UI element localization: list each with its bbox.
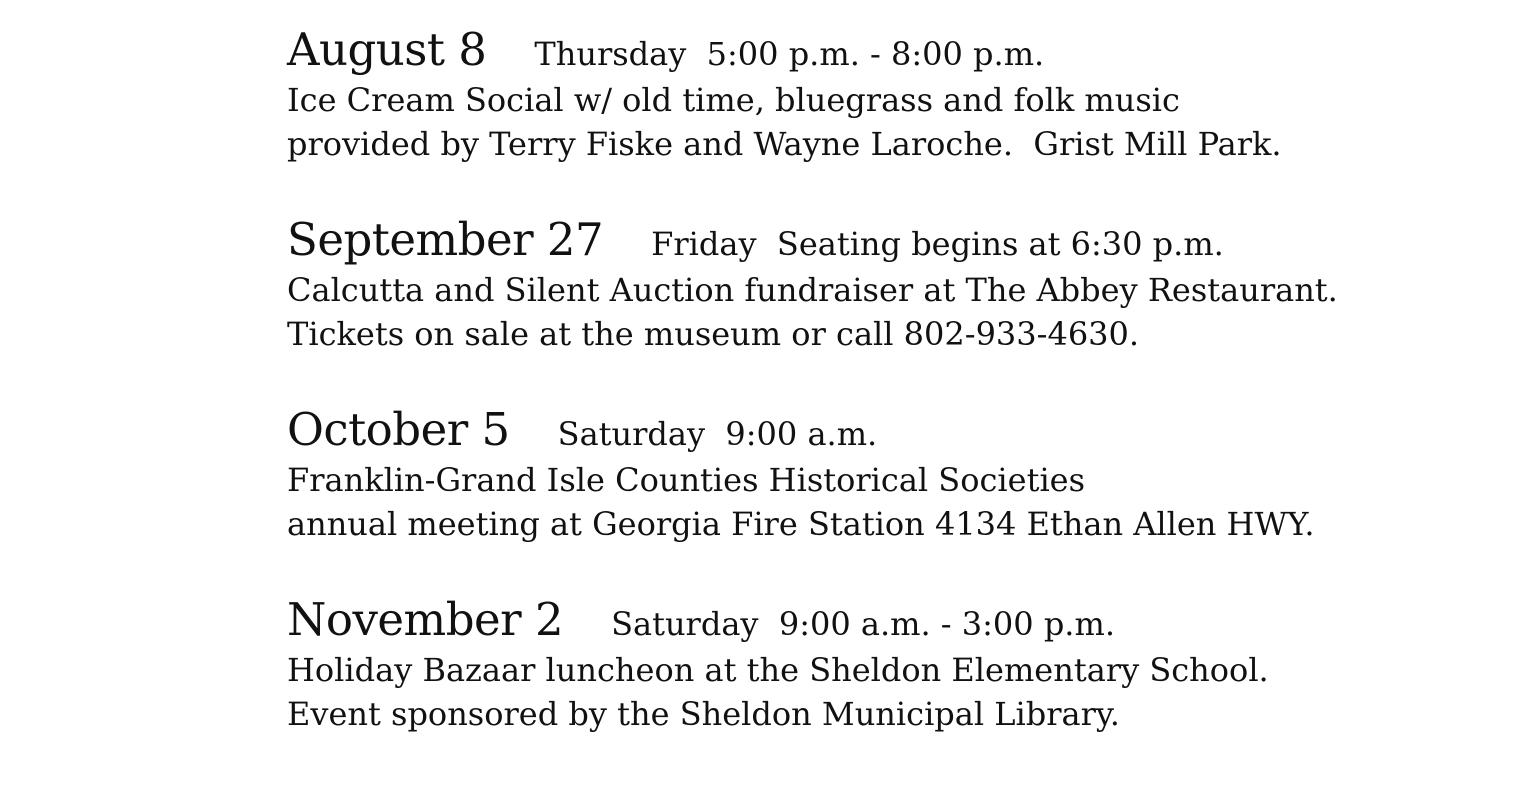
event-time: Thursday 5:00 p.m. - 8:00 p.m. bbox=[534, 35, 1045, 73]
event-description-line: Holiday Bazaar luncheon at the Sheldon Elementary School. bbox=[287, 651, 1269, 689]
event-description-line: annual meeting at Georgia Fire Station 4134 Ethan Allen HWY. bbox=[287, 505, 1315, 543]
event-date: August 8 bbox=[287, 23, 487, 76]
event-description-line: provided by Terry Fiske and Wayne Laroche. Grist Mill Park. bbox=[287, 125, 1282, 163]
event-date: November 2 bbox=[287, 593, 564, 646]
event-october-5 bbox=[287, 402, 1507, 592]
event-description-line: Franklin-Grand Isle Counties Historical Societies bbox=[287, 461, 1086, 499]
event-november-2 bbox=[287, 592, 1507, 782]
event-description-line: Ice Cream Social w/ old time, bluegrass and folk music bbox=[287, 81, 1180, 119]
event-date: September 27 bbox=[287, 213, 604, 266]
event-time: Saturday 9:00 a.m. - 3:00 p.m. bbox=[611, 605, 1115, 643]
event-description-line: Event sponsored by the Sheldon Municipal Library. bbox=[287, 695, 1120, 733]
event-description-line: Calcutta and Silent Auction fundraiser at The Abbey Restaurant. bbox=[287, 271, 1338, 309]
event-august-8 bbox=[287, 22, 1507, 212]
event-description-line: Tickets on sale at the museum or call 802-933-4630. bbox=[287, 315, 1140, 353]
event-header bbox=[287, 22, 1507, 78]
event-header bbox=[287, 592, 1507, 648]
event-date: October 5 bbox=[287, 403, 510, 456]
event-time: Saturday 9:00 a.m. bbox=[557, 415, 878, 453]
event-header bbox=[287, 212, 1507, 268]
event-header bbox=[287, 402, 1507, 458]
event-time: Friday Seating begins at 6:30 p.m. bbox=[651, 225, 1224, 263]
events-list bbox=[287, 22, 1507, 782]
event-september-27 bbox=[287, 212, 1507, 402]
